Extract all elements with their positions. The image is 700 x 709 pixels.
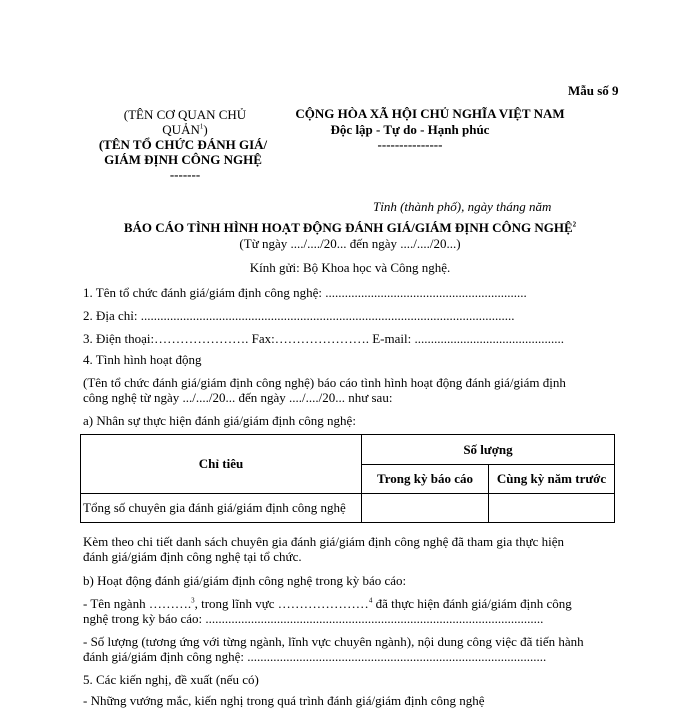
footnote-1: 1: [199, 122, 204, 131]
place-date: Tỉnh (thành phố), ngày tháng năm: [373, 199, 552, 214]
col-header-current-period: Trong kỳ báo cáo: [362, 465, 489, 494]
field-org-name: 1. Tên tổ chức đánh giá/giám định công nghệ: ..............................................................: [83, 285, 527, 300]
field-name: , trong lĩnh vực …………………: [194, 596, 369, 611]
attachment-note-line2: đánh giá/giám định công nghệ tại tổ chức.: [83, 549, 302, 564]
col-header-criteria: Chỉ tiêu: [81, 435, 362, 494]
section5-heading: 5. Các kiến nghị, đề xuất (nếu có): [83, 672, 259, 687]
attachment-note-line1: Kèm theo chi tiết danh sách chuyên gia đánh giá/giám định công nghệ đã tham gia thực hiện: [83, 534, 565, 549]
col-header-quantity: Số lượng: [362, 435, 615, 465]
industry-name: - Tên ngành ……….: [83, 596, 192, 611]
managing-agency-word: QUẢN: [162, 122, 200, 137]
section4b-heading: b) Hoạt động đánh giá/giám định công nghệ trong kỳ báo cáo:: [83, 573, 407, 588]
item1-tail: đã thực hiện đánh giá/giám định công: [372, 596, 572, 611]
section4-intro-line2: công nghệ từ ngày .../..../20... đến ngày ..../..../20... như sau:: [83, 390, 393, 405]
section4b-item1-line2: nghệ trong kỳ báo cáo: ........................................................................................................: [83, 611, 544, 626]
org-name-line1: (TÊN TỔ CHỨC ĐÁNH GIÁ/: [98, 137, 268, 152]
section4b-item1-line1: [83, 596, 572, 612]
section4-intro-line1: (Tên tổ chức đánh giá/giám định công nghệ) báo cáo tình hình hoạt động đánh giá/giám định: [83, 375, 566, 390]
footnote-4: 4: [368, 596, 373, 605]
national-title: CỘNG HÒA XÃ HỘI CHỦ NGHĨA VIỆT NAM: [295, 106, 565, 121]
paren-close: ): [203, 122, 208, 137]
left-divider: -------: [169, 167, 201, 182]
form-number: Mẫu số 9: [568, 83, 619, 98]
col-header-previous-year: Cùng kỳ năm trước: [489, 465, 615, 494]
report-title: [50, 220, 650, 236]
section5-line1: - Những vướng mắc, kiến nghị trong quá trình đánh giá/giám định công nghệ: [83, 693, 485, 708]
managing-agency-line2: [85, 122, 285, 138]
footnote-3: 3: [191, 596, 195, 605]
report-period: (Từ ngày ..../..../20... đến ngày ..../..../20...): [239, 236, 461, 251]
row-total-experts-current[interactable]: [362, 494, 489, 523]
right-divider: ---------------: [377, 137, 443, 152]
field-address: 2. Địa chỉ: ...................................................................................................................: [83, 308, 515, 323]
managing-agency-line1: (TÊN CƠ QUAN CHỦ: [123, 107, 247, 122]
section4a-heading: a) Nhân sự thực hiện đánh giá/giám định công nghệ:: [83, 413, 356, 428]
section4b-item2-line1: - Số lượng (tương ứng với từng ngành, lĩnh vực chuyên ngành), nội dung công việc đã tiến hành: [83, 634, 584, 649]
national-motto: Độc lập - Tự do - Hạnh phúc: [330, 122, 490, 137]
org-name-line2: GIÁM ĐỊNH CÔNG NGHỆ: [104, 152, 262, 167]
section4-heading: 4. Tình hình hoạt động: [83, 352, 202, 367]
row-total-experts-previous[interactable]: [489, 494, 615, 523]
footnote-2: 2: [572, 220, 577, 229]
row-total-experts-label: Tổng số chuyên gia đánh giá/giám định công nghệ: [81, 494, 362, 523]
report-title-text: BÁO CÁO TÌNH HÌNH HOẠT ĐỘNG ĐÁNH GIÁ/GIÁM ĐỊNH CÔNG NGHỆ: [123, 220, 573, 235]
recipient: Kính gửi: Bộ Khoa học và Công nghệ.: [249, 260, 451, 275]
personnel-table: [80, 434, 615, 523]
section4b-item2-line2: đánh giá/giám định công nghệ: ............................................................................................: [83, 649, 547, 664]
field-phone-fax-email: 3. Điện thoại:…………………. Fax:…………………. E-mail: ..............................................: [83, 331, 564, 346]
